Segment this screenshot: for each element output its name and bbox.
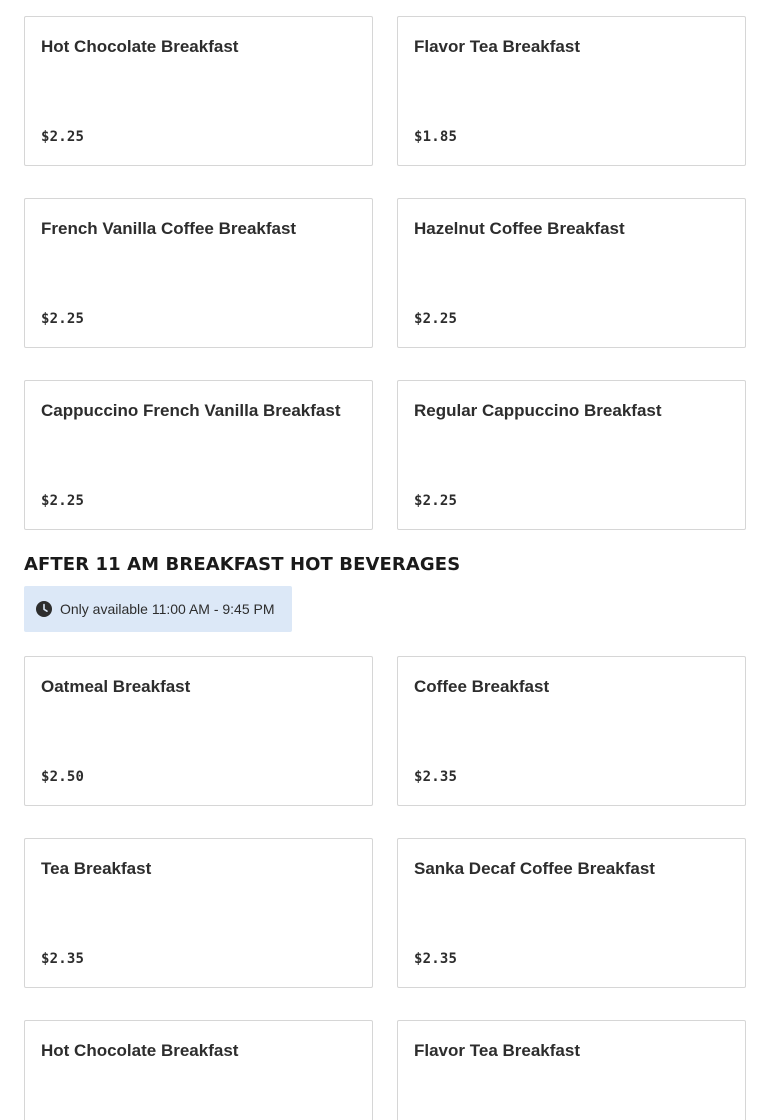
menu-item-name: Sanka Decaf Coffee Breakfast (414, 859, 655, 878)
menu-item-name: Regular Cappuccino Breakfast (414, 401, 662, 420)
menu-item-price: $2.35 (41, 951, 85, 967)
menu-item-card[interactable] (24, 838, 373, 988)
menu-item-name: Coffee Breakfast (414, 677, 550, 696)
menu-item-card[interactable] (397, 838, 746, 988)
menu-item-card[interactable] (24, 198, 373, 348)
menu-item-price: $2.35 (414, 769, 458, 785)
menu-item-card[interactable] (24, 380, 373, 530)
menu-item-name: Tea Breakfast (41, 859, 152, 878)
menu-item-grid (24, 16, 746, 530)
menu-item-card[interactable] (397, 656, 746, 806)
availability-banner (24, 586, 292, 632)
menu-item-card[interactable] (397, 1020, 746, 1120)
availability-text: Only available 11:00 AM - 9:45 PM (60, 601, 275, 617)
menu-item-card[interactable] (397, 16, 746, 166)
menu-item-price: $2.25 (41, 311, 85, 327)
menu-item-name: Oatmeal Breakfast (41, 677, 191, 696)
clock-icon (36, 601, 52, 617)
menu-item-name: Flavor Tea Breakfast (414, 1041, 580, 1060)
menu-item-price: $2.25 (41, 129, 85, 145)
menu-item-grid (24, 656, 746, 1120)
menu-item-price: $2.25 (41, 493, 85, 509)
menu-item-name: Cappuccino French Vanilla Breakfast (41, 401, 341, 420)
menu-item-name: Hot Chocolate Breakfast (41, 37, 239, 56)
menu-item-name: French Vanilla Coffee Breakfast (41, 219, 297, 238)
menu-item-name: Hot Chocolate Breakfast (41, 1041, 239, 1060)
menu-item-price: $2.25 (414, 311, 458, 327)
menu-item-price: $2.35 (414, 951, 458, 967)
section-title: AFTER 11 AM BREAKFAST HOT BEVERAGES (24, 554, 461, 575)
menu-item-price: $2.50 (41, 769, 85, 785)
menu-item-name: Hazelnut Coffee Breakfast (414, 219, 625, 238)
menu-item-card[interactable] (24, 1020, 373, 1120)
menu-item-price: $2.25 (414, 493, 458, 509)
menu-item-card[interactable] (397, 380, 746, 530)
menu-item-card[interactable] (397, 198, 746, 348)
menu-item-name: Flavor Tea Breakfast (414, 37, 580, 56)
menu-item-card[interactable] (24, 656, 373, 806)
menu-item-card[interactable] (24, 16, 373, 166)
menu-item-price: $1.85 (414, 129, 458, 145)
